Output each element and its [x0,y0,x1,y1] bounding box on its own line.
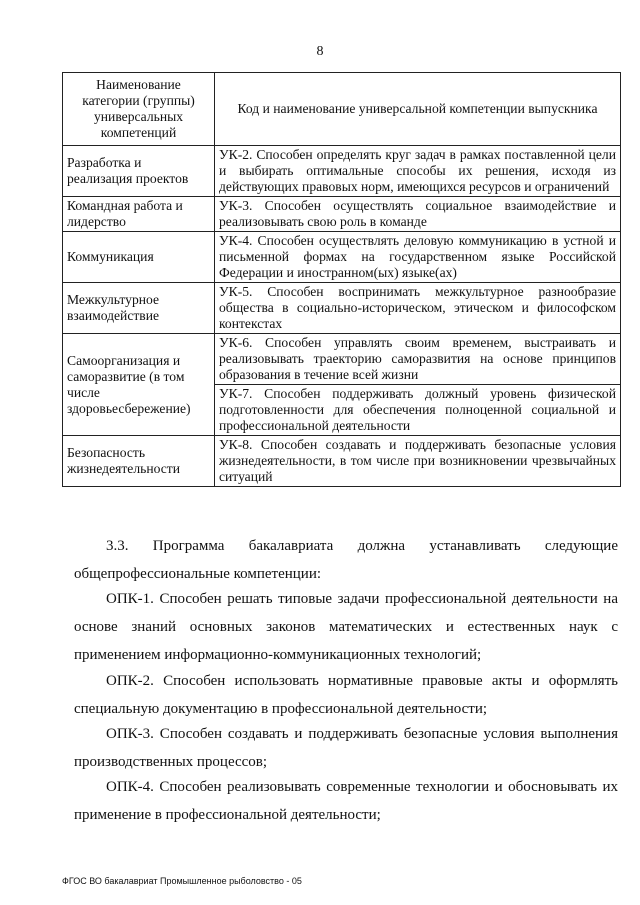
competence-cell: УК-6. Способен управлять своим временем, выстраивать и реализовывать траекторию саморазвития на основе принципов образования в течение всей жизни [215,334,621,385]
competence-cell: УК-7. Способен поддерживать должный уровень физической подготовленности для обеспечения полноценной социальной и профессиональной деятельности [215,385,621,436]
category-cell: Коммуникация [63,232,215,283]
category-cell: Командная работа и лидерство [63,197,215,232]
competence-cell: УК-5. Способен воспринимать межкультурное разнообразие общества в социально-историческом, этическом и философском контекстах [215,283,621,334]
table-row [63,436,621,487]
competence-table [62,72,621,487]
paragraph-intro: 3.3. Программа бакалавриата должна устанавливать следующие общепрофессиональные компетенции: [74,538,618,582]
category-cell: Межкультурное взаимодействие [63,283,215,334]
category-cell: Разработка и реализация проектов [63,146,215,197]
header-competence: Код и наименование универсальной компетенции выпускника [215,73,621,146]
table-row [63,197,621,232]
footer-text: ФГОС ВО бакалавриат Промышленное рыболовство - 05 [62,876,302,886]
table-header-row [63,73,621,146]
header-category: Наименование категории (группы) универсальных компетенций [63,73,215,146]
competence-cell: УК-8. Способен создавать и поддерживать безопасные условия жизнедеятельности, в том числе при возникновении чрезвычайных ситуаций [215,436,621,487]
competence-cell: УК-2. Способен определять круг задач в рамках поставленной цели и выбирать оптимальные способы их решения, исходя из действующих правовых норм, имеющихся ресурсов и ограничений [215,146,621,197]
paragraph-opk1: ОПК-1. Способен решать типовые задачи профессиональной деятельности на основе знаний основных законов математических и естественных наук с применением информационно-коммуникационных технологий; [74,591,618,663]
table-row [63,334,621,385]
category-cell: Безопасность жизнедеятельности [63,436,215,487]
competence-cell: УК-4. Способен осуществлять деловую коммуникацию в устной и письменной формах на государственном языке Российской Федерации и иностранном(ых) языке(ах) [215,232,621,283]
paragraph-opk3: ОПК-3. Способен создавать и поддерживать безопасные условия выполнения производственных процессов; [74,726,618,770]
paragraph-opk2: ОПК-2. Способен использовать нормативные правовые акты и оформлять специальную документацию в профессиональной деятельности; [74,673,618,717]
competence-cell: УК-3. Способен осуществлять социальное взаимодействие и реализовывать свою роль в команде [215,197,621,232]
table-row [63,146,621,197]
table-row [63,232,621,283]
paragraph-opk4: ОПК-4. Способен реализовывать современные технологии и обосновывать их применение в профессиональной деятельности; [74,779,618,823]
category-cell: Самоорганизация и саморазвитие (в том числе здоровьесбережение) [63,334,215,436]
page-number: 8 [316,44,324,59]
table-row [63,283,621,334]
